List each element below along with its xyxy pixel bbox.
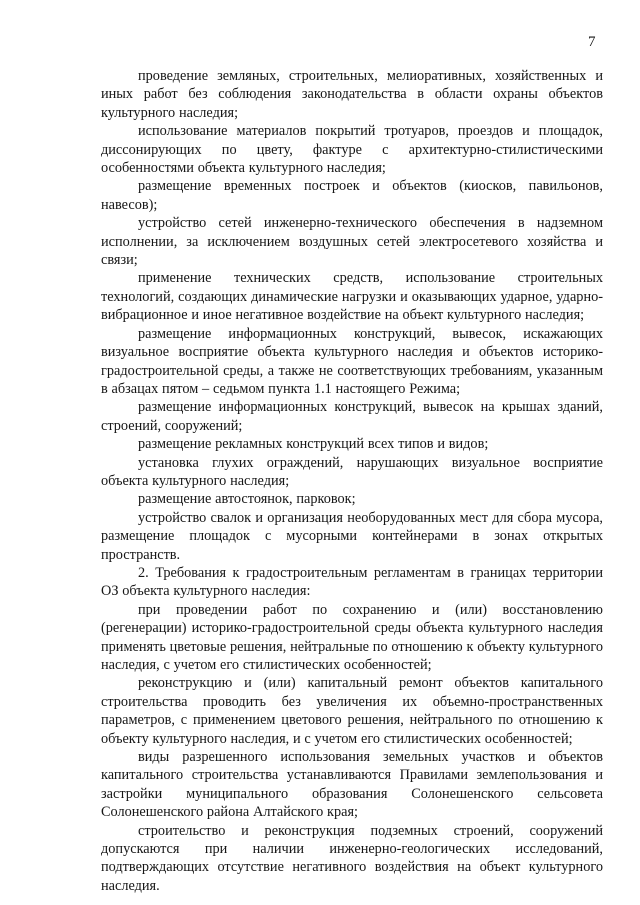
page-number: 7 xyxy=(588,34,596,50)
document-body xyxy=(101,67,603,895)
paragraph: размещение информационных конструкций, вывесок на крышах зданий, строений, сооружений; xyxy=(101,399,603,434)
paragraph: устройство свалок и организация необорудованных мест для сбора мусора, размещение площадок с мусорными контейнерами в зонах открытых пространств. xyxy=(101,509,603,563)
section-heading-paragraph: 2. Требования к градостроительным регламентам в границах территории ОЗ объекта культурного наследия: xyxy=(101,564,603,600)
paragraph: применение технических средств, использование строительных технологий, создающих динамические нагрузки и оказывающих ударное, ударно-вибрационное и иное негативное воздействие на объект культурного наследия; xyxy=(101,270,603,324)
paragraph: проведение земляных, строительных, мелиоративных, хозяйственных и иных работ без соблюдения законодательства в области охраны объектов культурного наследия; xyxy=(101,68,603,121)
paragraph: реконструкцию и (или) капитальный ремонт объектов капитального строительства проводить без увеличения их объемно-пространственных параметров, с применением цветового решения, нейтрального по отношению к объекту культурного наследия, и с учетом его стилистических особенностей; xyxy=(101,675,603,747)
paragraph: установка глухих ограждений, нарушающих визуальное восприятие объекта культурного наследия; xyxy=(101,454,603,489)
paragraph: размещение временных построек и объектов (киосков, павильонов, навесов); xyxy=(101,178,603,213)
paragraph: размещение информационных конструкций, вывесок, искажающих визуальное восприятие объекта культурного наследия и объектов историко-градостроительной среды, а также не соответствующих требованиям, указанным в абзацах пятом – седьмом пункта 1.1 настоящего Режима; xyxy=(101,325,603,397)
paragraph: использование материалов покрытий тротуаров, проездов и площадок, диссонирующих по цвету, фактуре с архитектурно-стилистическими особенностями объекта культурного наследия; xyxy=(101,123,603,177)
paragraph: размещение рекламных конструкций всех типов и видов; xyxy=(138,436,489,453)
paragraph: устройство сетей инженерно-технического обеспечения в надземном исполнении, за исключением воздушных сетей электросетевого хозяйства и связи; xyxy=(101,215,603,269)
paragraph: виды разрешенного использования земельных участков и объектов капитального строительства устанавливаются Правилами землепользования и застройки муниципального образования Солонешенского сельсовета Солонешенского района Алтайского края; xyxy=(101,749,603,821)
paragraph: при проведении работ по сохранению и (или) восстановлению (регенерации) историко-градостроительной среды объекта культурного наследия применять цветовые решения, нейтральные по отношению к объекту культурного наследия, с учетом его стилистических особенностей; xyxy=(101,601,603,673)
paragraph: размещение автостоянок, парковок; xyxy=(138,491,356,508)
paragraph: строительство и реконструкция подземных строений, сооружений допускаются при наличии инженерно-геологических исследований, подтверждающих отсутствие негативного воздействия на объект культурного наследия. xyxy=(101,822,603,894)
